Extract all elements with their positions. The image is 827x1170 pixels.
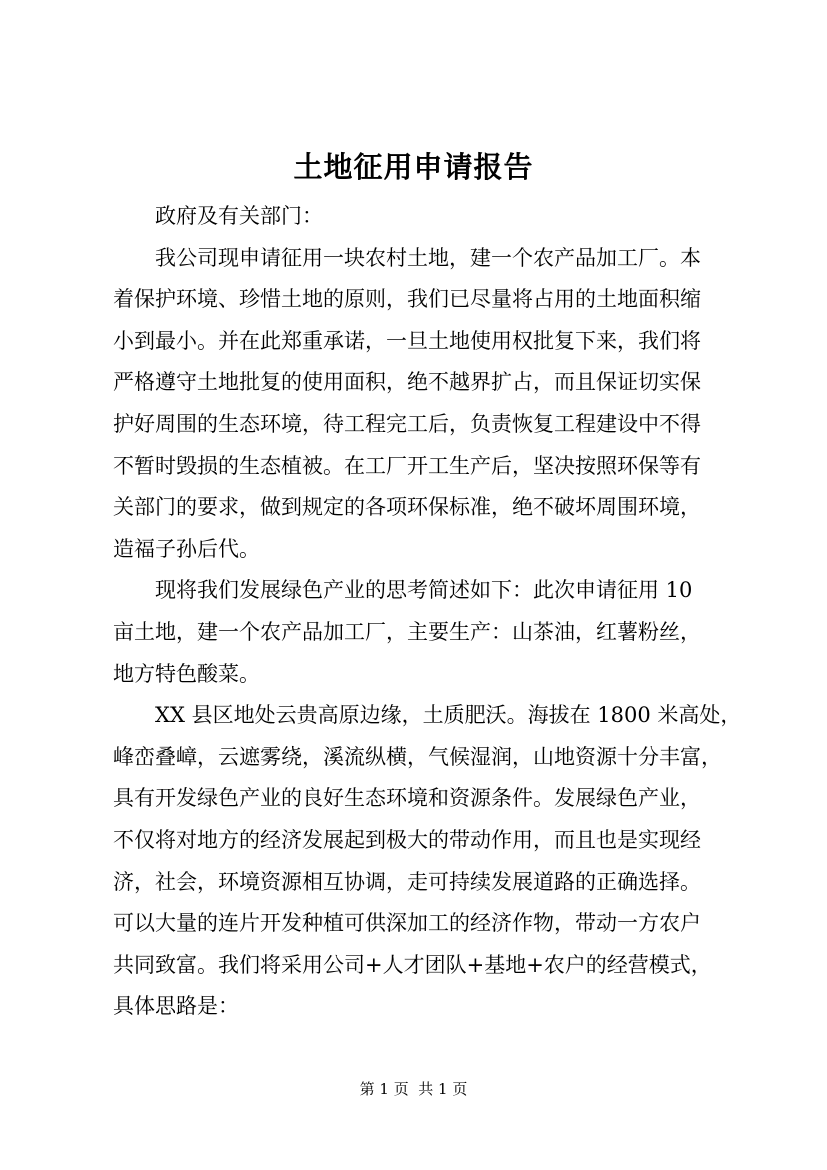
paragraph-line: XX 县区地处云贵高原边缘，土质肥沃。海拔在 1800 米高处， [155,703,742,728]
document-title: 土地征用申请报告 [293,150,534,184]
paragraph-line: 具体思路是： [113,994,239,1019]
paragraph-line: 小到最小。并在此郑重承诺，一旦土地使用权批复下来，我们将 [113,328,701,353]
paragraph-line: 现将我们发展绿色产业的思考简述如下：此次申请征用 10 [155,578,693,603]
paragraph-line: 地方特色酸菜。 [113,661,260,686]
paragraph-line: 峰峦叠嶂，云遮雾绕，溪流纵横，气候湿润，山地资源十分丰富， [113,744,722,769]
paragraph-line: 严格遵守土地批复的使用面积，绝不越界扩占，而且保证切实保 [113,370,701,395]
paragraph-line: 着保护环境、珍惜土地的原则，我们已尽量将占用的土地面积缩 [113,287,701,312]
paragraph-line: 造福子孙后代。 [113,536,260,561]
paragraph-line: 护好周围的生态环境，待工程完工后，负责恢复工程建设中不得 [113,411,701,436]
paragraph-line: 我公司现申请征用一块农村土地，建一个农产品加工厂。本 [155,245,701,270]
paragraph-2 [113,570,741,695]
paragraph-line: 济，社会，环境资源相互协调，走可持续发展道路的正确选择。 [113,869,701,894]
page-footer [0,1078,827,1100]
paragraph-line: 亩土地，建一个农产品加工厂，主要生产：山茶油，红薯粉丝， [113,619,701,644]
paragraph-line: 不仅将对地方的经济发展起到极大的带动作用，而且也是实现经 [113,827,701,852]
paragraph-line: 关部门的要求，做到规定的各项环保标准，绝不破坏周围环境， [113,495,701,520]
page-number: 第 1 页 共 1 页 [359,1080,468,1098]
paragraph-1 [113,238,741,571]
paragraph-line: 不暂时毁损的生态植被。在工厂开工生产后，坚决按照环保等有 [113,453,701,478]
paragraph-3 [113,695,741,1028]
paragraph-line: 共同致富。我们将采用公司+人才团队+基地+农户的经营模式， [113,952,712,977]
paragraph-line: 可以大量的连片开发种植可供深加工的经济作物，带动一方农户 [113,911,701,936]
document-body [113,196,741,1028]
salutation-line: 政府及有关部门： [155,204,323,228]
salutation [113,196,741,238]
paragraph-line: 具有开发绿色产业的良好生态环境和资源条件。发展绿色产业， [113,786,701,811]
